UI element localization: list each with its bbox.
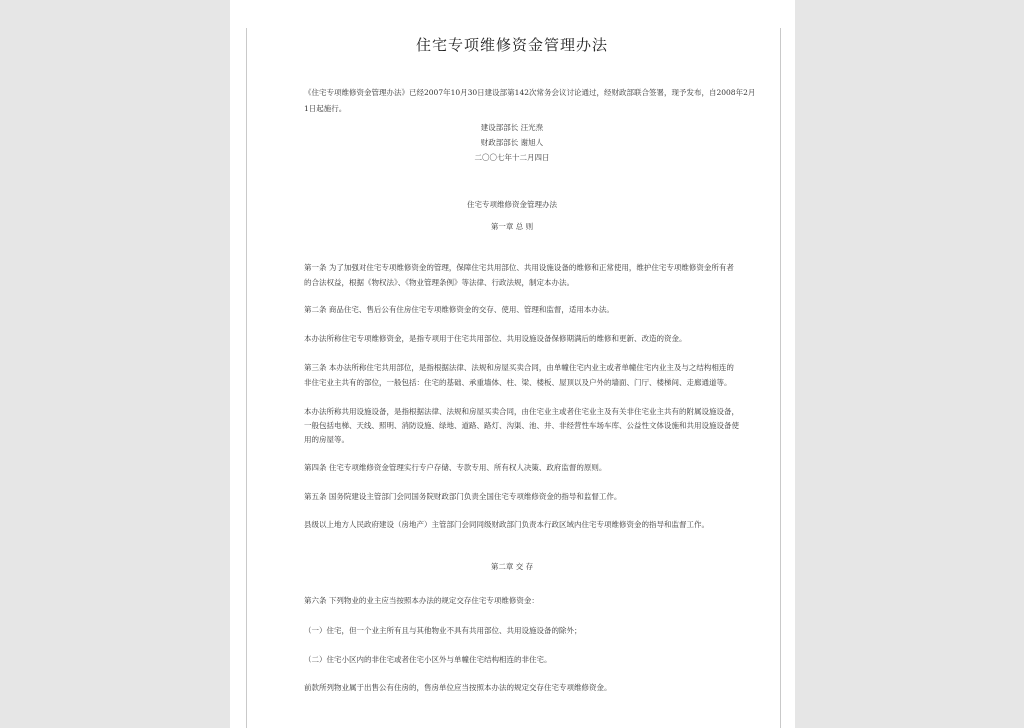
document-title: 住宅专项维修资金管理办法 [415,36,608,54]
article-1-line-1: 第一条 为了加强对住宅专项维修资金的管理，保障住宅共用部位、共用设施设备的维修和正常使用，维护住宅专项维修资金所有者 [304,263,734,272]
intro-line-1: 《住宅专项维修资金管理办法》已经2007年10月30日建设部第142次常务会议讨论通过，经财政部联合签署，现予发布，自2008年2月 [304,88,756,97]
signature-date: 二〇〇七年十二月四日 [474,153,550,162]
article-2-definition: 本办法所称住宅专项维修资金，是指专项用于住宅共用部位、共用设施设备保修期满后的维修和更新、改造的资金。 [304,334,687,343]
article-4: 第四条 住宅专项维修资金管理实行专户存储、专款专用、所有权人决策、政府监督的原则。 [304,463,607,472]
intro-line-2: 1日起施行。 [304,104,347,113]
section-title: 住宅专项维修资金管理办法 [467,200,557,209]
article-5: 第五条 国务院建设主管部门会同国务院财政部门负责全国住宅专项维修资金的指导和监督工作。 [304,492,622,501]
article-2: 第二条 商品住宅、售后公有住房住宅专项维修资金的交存、使用、管理和监督，适用本办法。 [304,305,614,314]
article-3-facilities-line-3: 用的房屋等。 [304,435,349,444]
article-3-line-1: 第三条 本办法所称住宅共用部位，是指根据法律、法规和房屋买卖合同，由单幢住宅内业主或者单幢住宅内业主及与之结构相连的 [304,363,734,372]
article-3-line-2: 非住宅业主共有的部位，一般包括：住宅的基础、承重墙体、柱、梁、楼板、屋顶以及户外的墙面、门厅、楼梯间、走廊通道等。 [304,378,732,387]
article-6-public-housing: 前款所列物业属于出售公有住房的，售房单位应当按照本办法的规定交存住宅专项维修资金。 [304,683,612,692]
article-3-facilities-line-1: 本办法所称共用设施设备，是指根据法律、法规和房屋买卖合同，由住宅业主或者住宅业主及有关非住宅业主共有的附属设施设备， [304,407,739,416]
article-1-line-2: 的合法权益，根据《物权法》、《物业管理条例》等法律、行政法规，制定本办法。 [304,278,574,287]
article-6-item-2: （二）住宅小区内的非住宅或者住宅小区外与单幢住宅结构相连的非住宅。 [304,655,552,664]
chapter-2-heading: 第二章 交 存 [490,562,534,571]
chapter-1-heading: 第一章 总 则 [490,222,534,231]
article-6-item-1: （一）住宅，但一个业主所有且与其他物业不具有共用部位、共用设施设备的除外； [304,626,582,635]
article-3-facilities-line-2: 一般包括电梯、天线、照明、消防设施、绿地、道路、路灯、沟渠、池、井、非经营性车场车库、公益性文体设施和共用设施设备使 [304,421,739,430]
article-5-local: 县级以上地方人民政府建设（房地产）主管部门会同同级财政部门负责本行政区域内住宅专项维修资金的指导和监督工作。 [304,520,709,529]
signature-finance: 财政部部长 谢旭人 [480,138,544,147]
article-6: 第六条 下列物业的业主应当按照本办法的规定交存住宅专项维修资金： [304,596,539,605]
signature-construction: 建设部部长 汪光焘 [480,123,544,132]
page-left-border [246,28,247,728]
page-right-border [780,28,781,728]
